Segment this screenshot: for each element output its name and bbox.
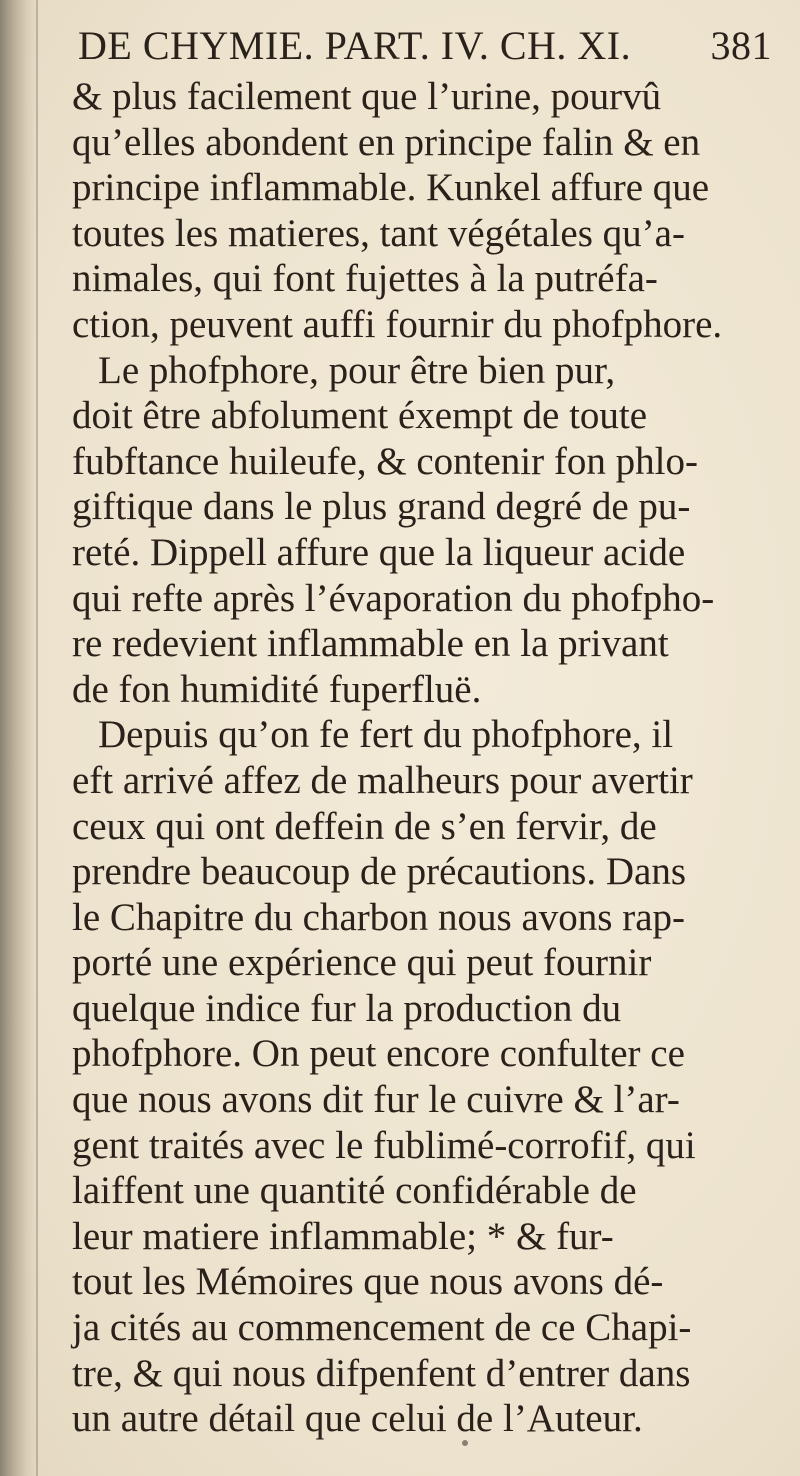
text-line: un autre détail que celui de l’Auteur. bbox=[72, 1397, 643, 1441]
ink-speck bbox=[462, 1440, 468, 1446]
page-header bbox=[78, 8, 778, 78]
text-line: giftique dans le plus grand degré de pu- bbox=[72, 485, 691, 529]
text-line: ceux qui ont deffein de s’en fervir, de bbox=[72, 804, 657, 848]
text-line: de fon humidité fuperfluë. bbox=[72, 667, 482, 711]
text-line: que nous avons dit fur le cuivre & l’ar- bbox=[72, 1078, 680, 1122]
page-gutter-shadow bbox=[0, 0, 38, 1476]
body-text bbox=[72, 74, 784, 1442]
text-line: prendre beaucoup de précautions. Dans bbox=[72, 850, 687, 894]
text-line: ction, peuvent auffi fournir du phofphore. bbox=[72, 302, 723, 346]
text-line: eft arrivé affez de malheurs pour avertir bbox=[72, 758, 693, 802]
text-line: qui refte après l’évaporation du phofpho- bbox=[72, 576, 715, 620]
text-line: re redevient inflammable en la privant bbox=[72, 622, 669, 666]
text-line: tre, & qui nous difpenfent d’entrer dans bbox=[72, 1351, 691, 1395]
running-title: DE CHYMIE. PART. IV. CH. XI. bbox=[78, 23, 632, 68]
page-number: 381 bbox=[710, 23, 772, 68]
text-line: & plus facilement que l’urine, pourvû bbox=[72, 75, 662, 118]
text-line: leur matiere inflammable; * & fur- bbox=[72, 1214, 614, 1258]
paragraph-start-line: Le phofphore, pour être bien pur, bbox=[98, 348, 616, 392]
text-line: porté une expérience qui peut fournir bbox=[72, 941, 652, 985]
text-line: qu’elles abondent en principe falin & en bbox=[72, 120, 701, 164]
text-line: phofphore. On peut encore confulter ce bbox=[72, 1032, 685, 1076]
text-line: principe inflammable. Kunkel affure que bbox=[72, 166, 710, 210]
paragraph-start-line: Depuis qu’on fe fert du phofphore, il bbox=[98, 713, 674, 757]
text-line: gent traités avec le fublimé-corrofif, qui bbox=[72, 1123, 696, 1167]
text-line: nimales, qui font fujettes à la putréfa- bbox=[72, 257, 658, 301]
text-line: laiffent une quantité confidérable de bbox=[72, 1169, 637, 1213]
text-line: fubftance huileufe, & contenir fon phlo- bbox=[72, 439, 698, 483]
text-line: ja cités au commencement de ce Chapi- bbox=[72, 1306, 692, 1350]
text-line: quelque indice fur la production du bbox=[72, 986, 622, 1030]
text-line: tout les Mémoires que nous avons dé- bbox=[72, 1260, 664, 1304]
text-line: doit être abfolument éxempt de toute bbox=[72, 394, 648, 438]
text-line: toutes les matieres, tant végétales qu’a- bbox=[72, 211, 685, 255]
text-line: le Chapitre du charbon nous avons rap- bbox=[72, 895, 685, 939]
binding-edge bbox=[36, 0, 38, 1476]
text-line: reté. Dippell affure que la liqueur acide bbox=[72, 530, 686, 574]
